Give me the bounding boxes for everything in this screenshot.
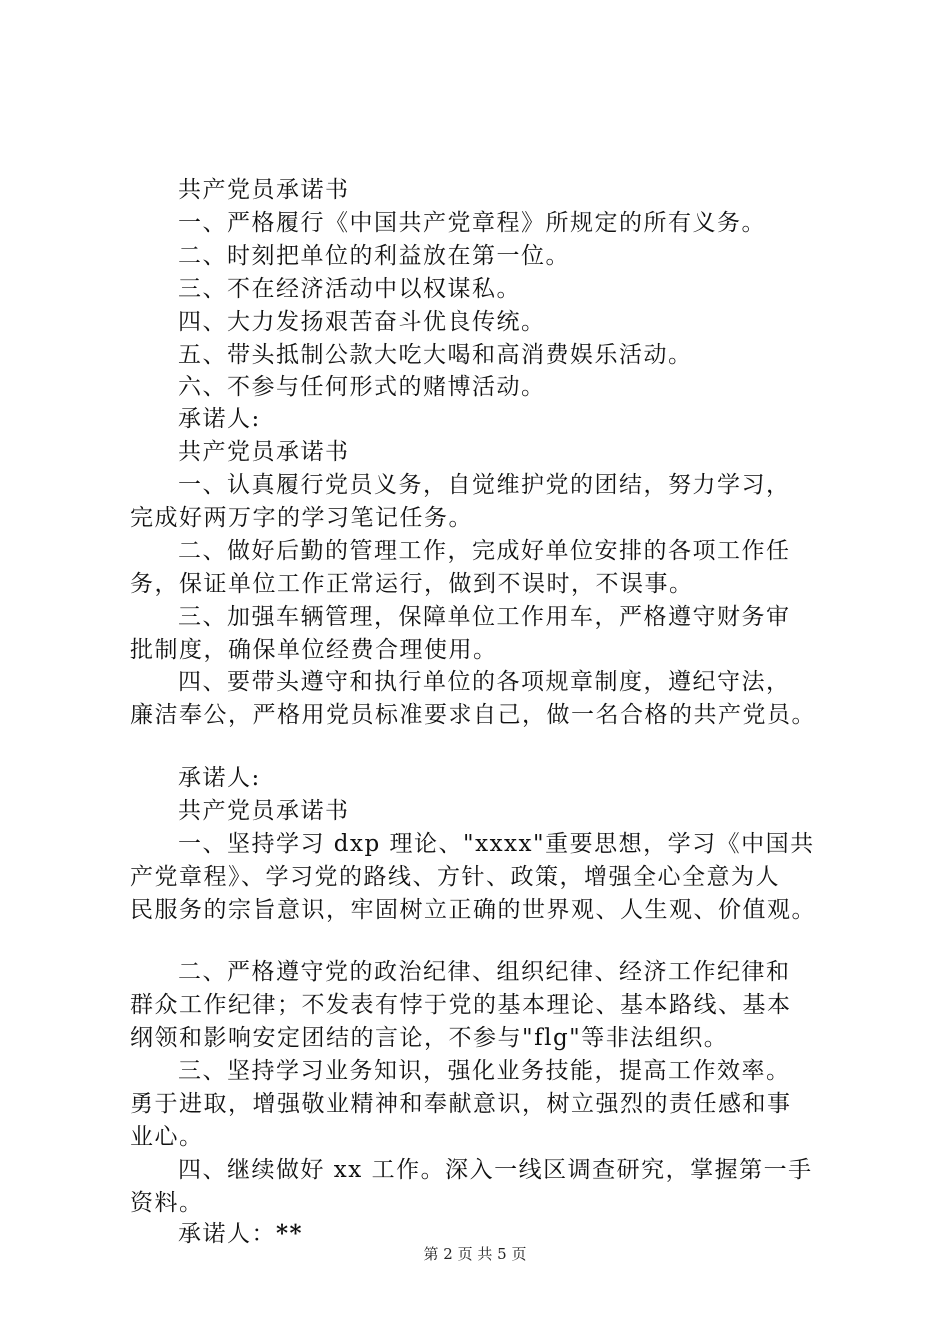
paragraph-line: 四、要带头遵守和执行单位的各项规章制度，遵纪守法， (178, 669, 791, 695)
page-number-footer: 第 2 页 共 5 页 (423, 1245, 527, 1263)
signer-label: 承诺人： (178, 1221, 276, 1247)
paragraph-line: 三、加强车辆管理，保障单位工作用车，严格遵守财务审 (178, 604, 791, 630)
paragraph-line: 业心。 (130, 1124, 204, 1150)
paragraph-line: 批制度，确保单位经费合理使用。 (130, 637, 498, 663)
paragraph-line: 二、严格遵守党的政治纪律、组织纪律、经济工作纪律和 (178, 959, 791, 985)
paragraph-line: 四、继续做好 xx 工作。深入一线区调查研究，掌握第一手 (178, 1157, 813, 1183)
paragraph-line: 廉洁奉公，严格用党员标准要求自己，做一名合格的共产党员。 (130, 702, 816, 728)
commitment-item: 二、时刻把单位的利益放在第一位。 (178, 243, 570, 269)
commitment-item: 三、不在经济活动中以权谋私。 (178, 276, 521, 302)
section-title: 共产党员承诺书 (178, 439, 350, 465)
paragraph-line: 一、坚持学习 dxp 理论、"xxxx"重要思想，学习《中国共 (178, 831, 815, 857)
signer-label: 承诺人: (178, 406, 261, 432)
paragraph-line: 一、认真履行党员义务，自觉维护党的团结，努力学习， (178, 472, 791, 498)
signer-name: ** (276, 1220, 304, 1247)
paragraph-line: 资料。 (130, 1190, 204, 1216)
commitment-item: 六、不参与任何形式的赌博活动。 (178, 374, 546, 400)
paragraph-line: 纲领和影响安定团结的言论，不参与"flg"等非法组织。 (130, 1025, 729, 1051)
paragraph-line: 三、坚持学习业务知识，强化业务技能，提高工作效率。 (178, 1058, 791, 1084)
paragraph-line: 勇于进取，增强敬业精神和奉献意识，树立强烈的责任感和事 (130, 1091, 792, 1117)
commitment-item: 五、带头抵制公款大吃大喝和高消费娱乐活动。 (178, 342, 693, 368)
signer-label: 承诺人: (178, 765, 261, 791)
paragraph-line: 群众工作纪律；不发表有悖于党的基本理论、基本路线、基本 (130, 992, 792, 1018)
section-title: 共产党员承诺书 (178, 798, 350, 824)
commitment-item: 一、严格履行《中国共产党章程》所规定的所有义务。 (178, 210, 766, 236)
paragraph-line: 产党章程》、学习党的路线、方针、政策，增强全心全意为人 (130, 864, 780, 890)
paragraph-line: 完成好两万字的学习笔记任务。 (130, 505, 473, 531)
paragraph-line: 二、做好后勤的管理工作，完成好单位安排的各项工作任 (178, 538, 791, 564)
paragraph-line: 民服务的宗旨意识，牢固树立正确的世界观、人生观、价值观。 (130, 897, 816, 923)
paragraph-line: 务，保证单位工作正常运行，做到不误时，不误事。 (130, 571, 694, 597)
section-title: 共产党员承诺书 (178, 177, 350, 203)
commitment-item: 四、大力发扬艰苦奋斗优良传统。 (178, 309, 546, 335)
